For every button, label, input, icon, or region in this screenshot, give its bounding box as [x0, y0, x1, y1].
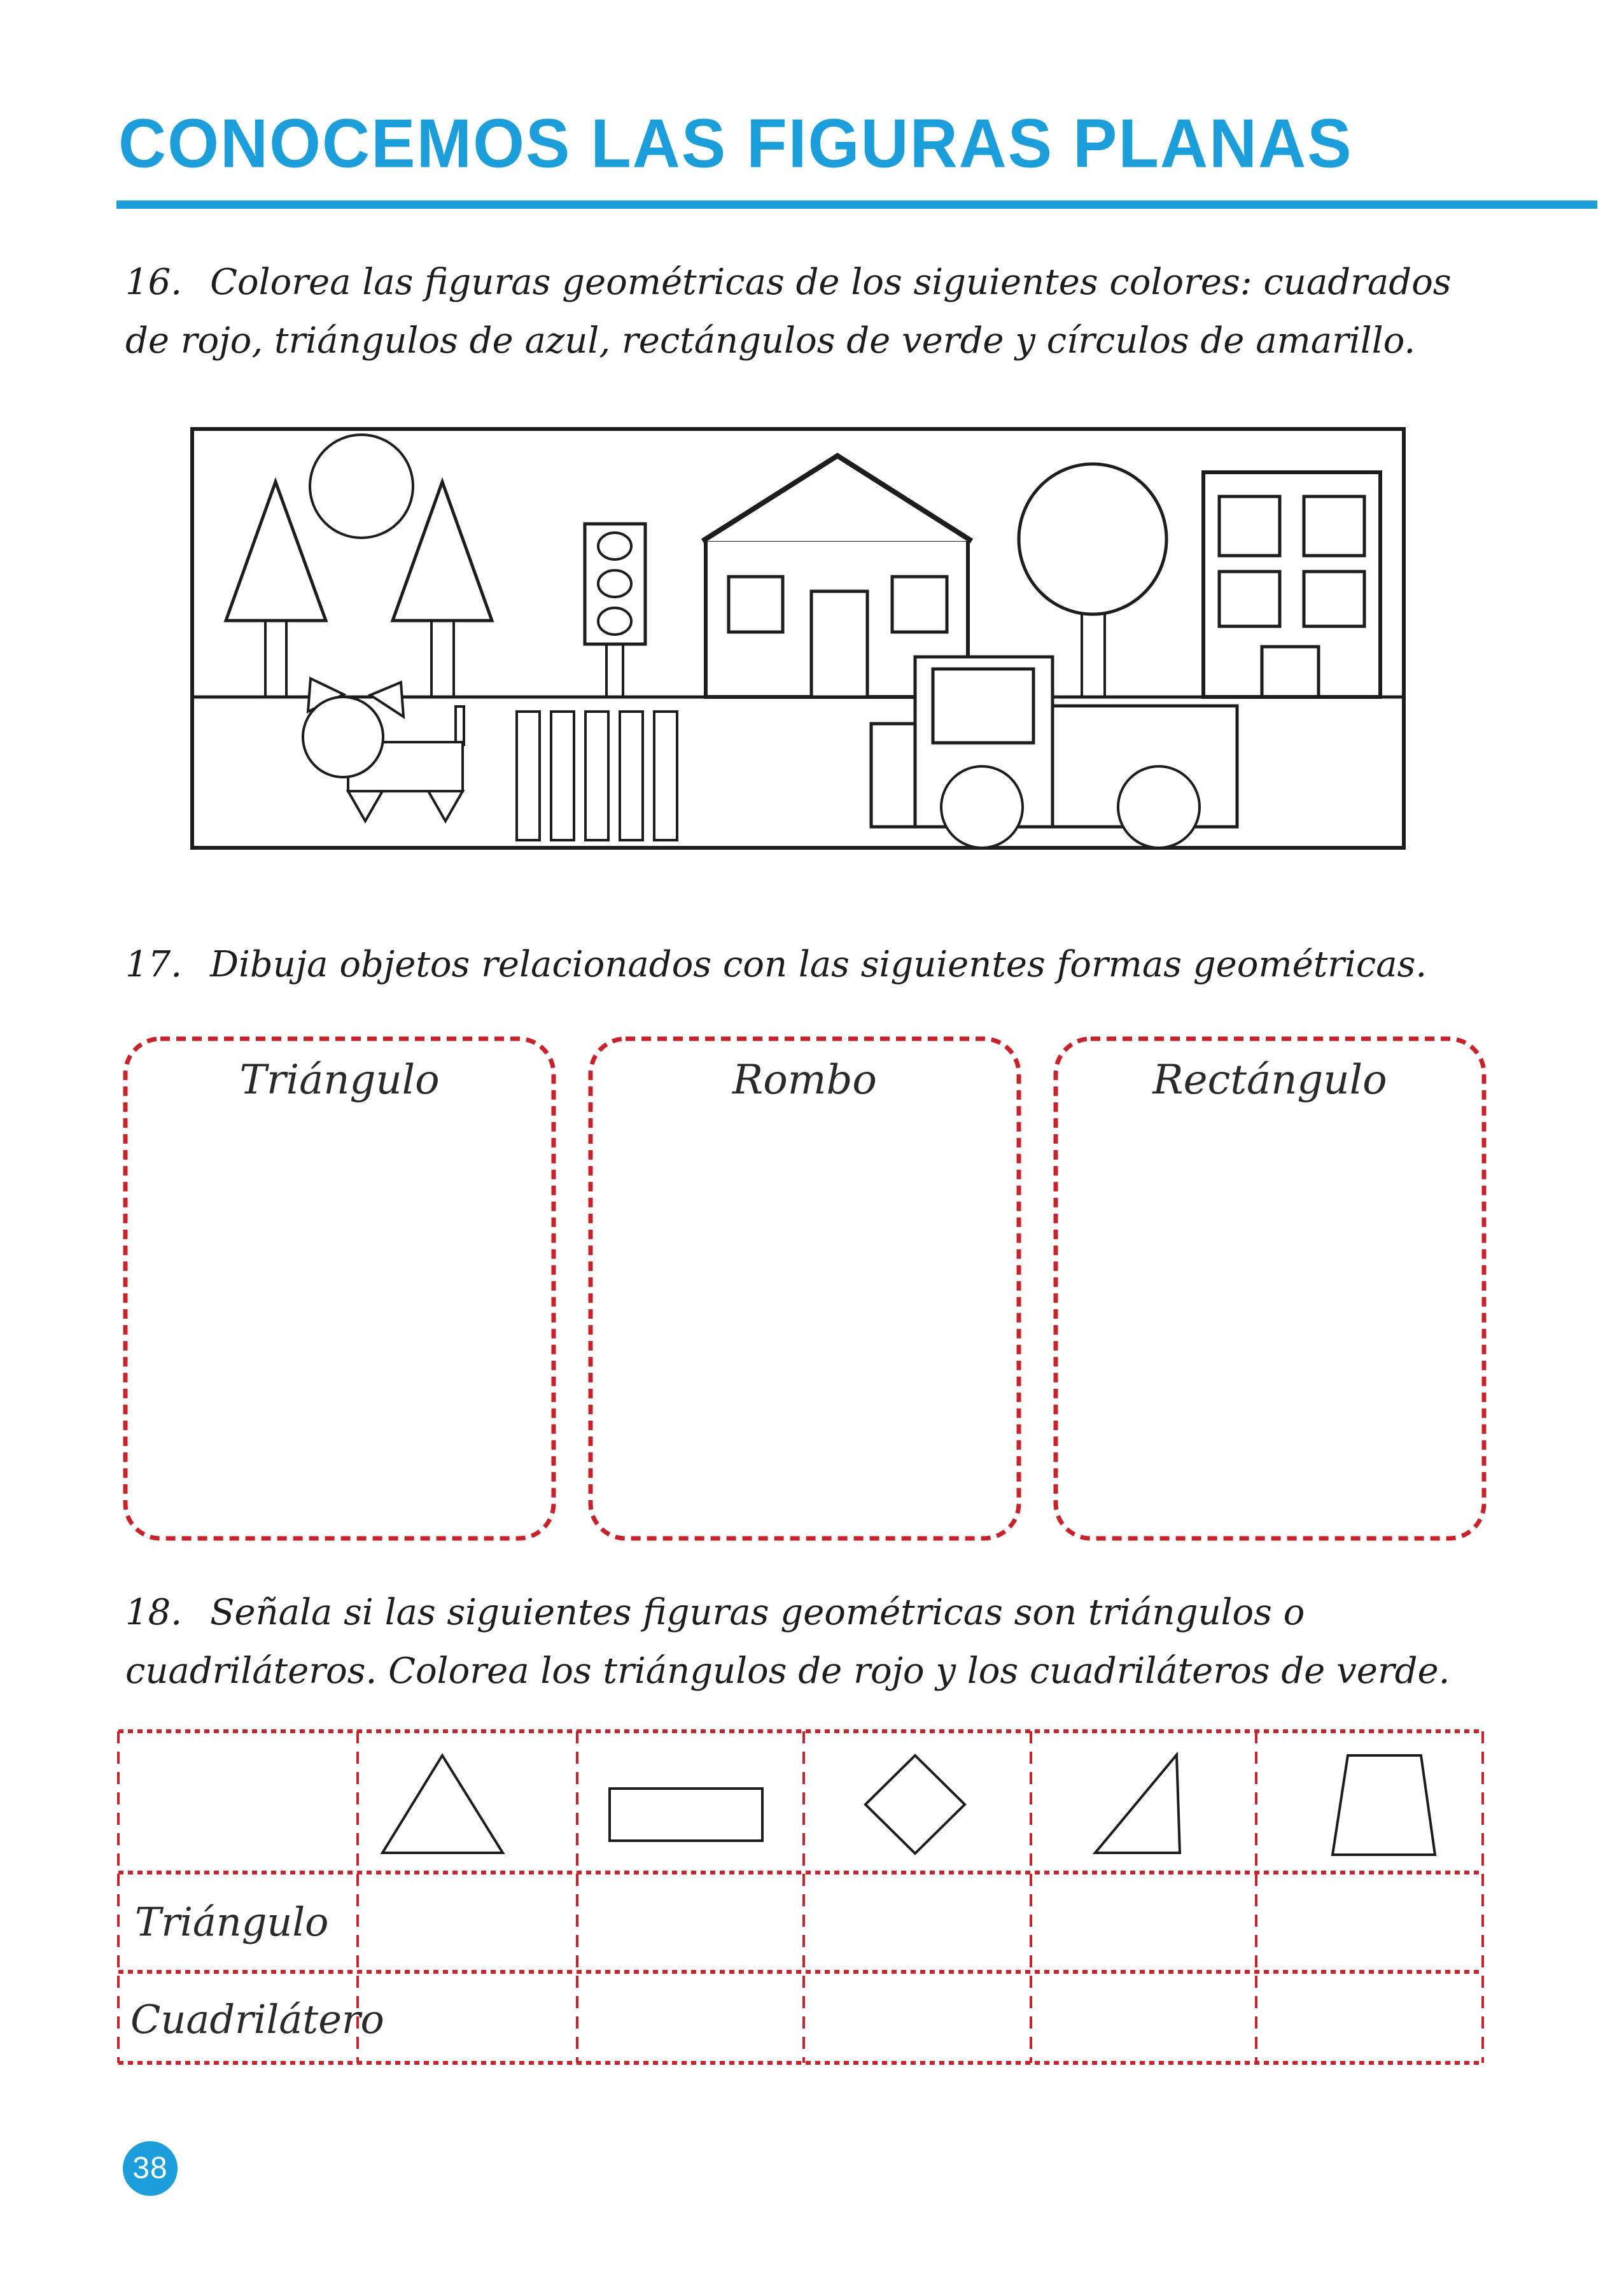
box-label-rombo: Rombo [732, 1057, 877, 1104]
exercise16-line2: de rojo, triángulos de azul, rectángulos de verde y círculos de amarillo. [125, 320, 1416, 362]
coloring-scene [189, 426, 1407, 852]
truck-wheel-back [1118, 766, 1200, 848]
truck [871, 657, 1237, 848]
building-door [1262, 647, 1319, 697]
cat-leg-front [348, 791, 382, 821]
drawing-box-triangulo [125, 1039, 554, 1538]
truck-wheel-front [941, 766, 1023, 848]
exercise17-line1: Dibuja objetos relacionados con las siguientes formas geométricas. [210, 944, 1427, 985]
building [1203, 472, 1380, 697]
sun-circle [310, 435, 413, 538]
box-label-triangulo: Triángulo [239, 1057, 440, 1104]
cat-leg-back [428, 791, 463, 821]
drawing-boxes [116, 1032, 1491, 1545]
table-row-label-triangulo: Triángulo [135, 1899, 329, 1945]
exercise17-number: 17. [125, 944, 183, 985]
exercise16-statement [125, 253, 1452, 370]
shape-triangle [382, 1755, 503, 1853]
truck-hood [871, 724, 915, 827]
exercise16-number: 16. [125, 262, 183, 303]
page-number-badge: 38 [123, 2141, 178, 2196]
exercise18-line2: cuadriláteros. Colorea los triángulos de rojo y los cuadriláteros de verde. [125, 1650, 1450, 1692]
house-door [811, 591, 867, 697]
shape-rectangle [610, 1789, 762, 1841]
exercise18-statement [125, 1584, 1450, 1701]
page-title: CONOCEMOS LAS FIGURAS PLANAS [118, 105, 1353, 183]
exercise18-line1: Señala si las siguientes figuras geométricas son triángulos o [210, 1592, 1305, 1633]
exercise17-statement [125, 936, 1427, 994]
house-window-left [729, 577, 783, 632]
traffic-light [585, 524, 645, 697]
tree-left [226, 482, 326, 697]
zebra-crossing [517, 712, 677, 840]
shape-trapezoid [1333, 1755, 1435, 1855]
cat-tail [456, 707, 464, 745]
drawing-box-rectangulo [1056, 1039, 1484, 1538]
drawing-box-rombo [591, 1039, 1019, 1538]
exercise18-number: 18. [125, 1592, 183, 1633]
table-row-label-cuadrilatero: Cuadrilátero [130, 1996, 384, 2042]
shape-rhombus [865, 1755, 965, 1853]
house-window-right [892, 577, 947, 632]
cat-head [303, 697, 383, 777]
cat [303, 678, 464, 821]
title-underline [116, 200, 1597, 209]
exercise16-line1: Colorea las figuras geométricas de los siguientes colores: cuadrados [210, 262, 1452, 303]
box-label-rectangulo: Rectángulo [1152, 1057, 1387, 1104]
tree-right [393, 482, 492, 697]
shape-right-triangle [1095, 1755, 1180, 1853]
